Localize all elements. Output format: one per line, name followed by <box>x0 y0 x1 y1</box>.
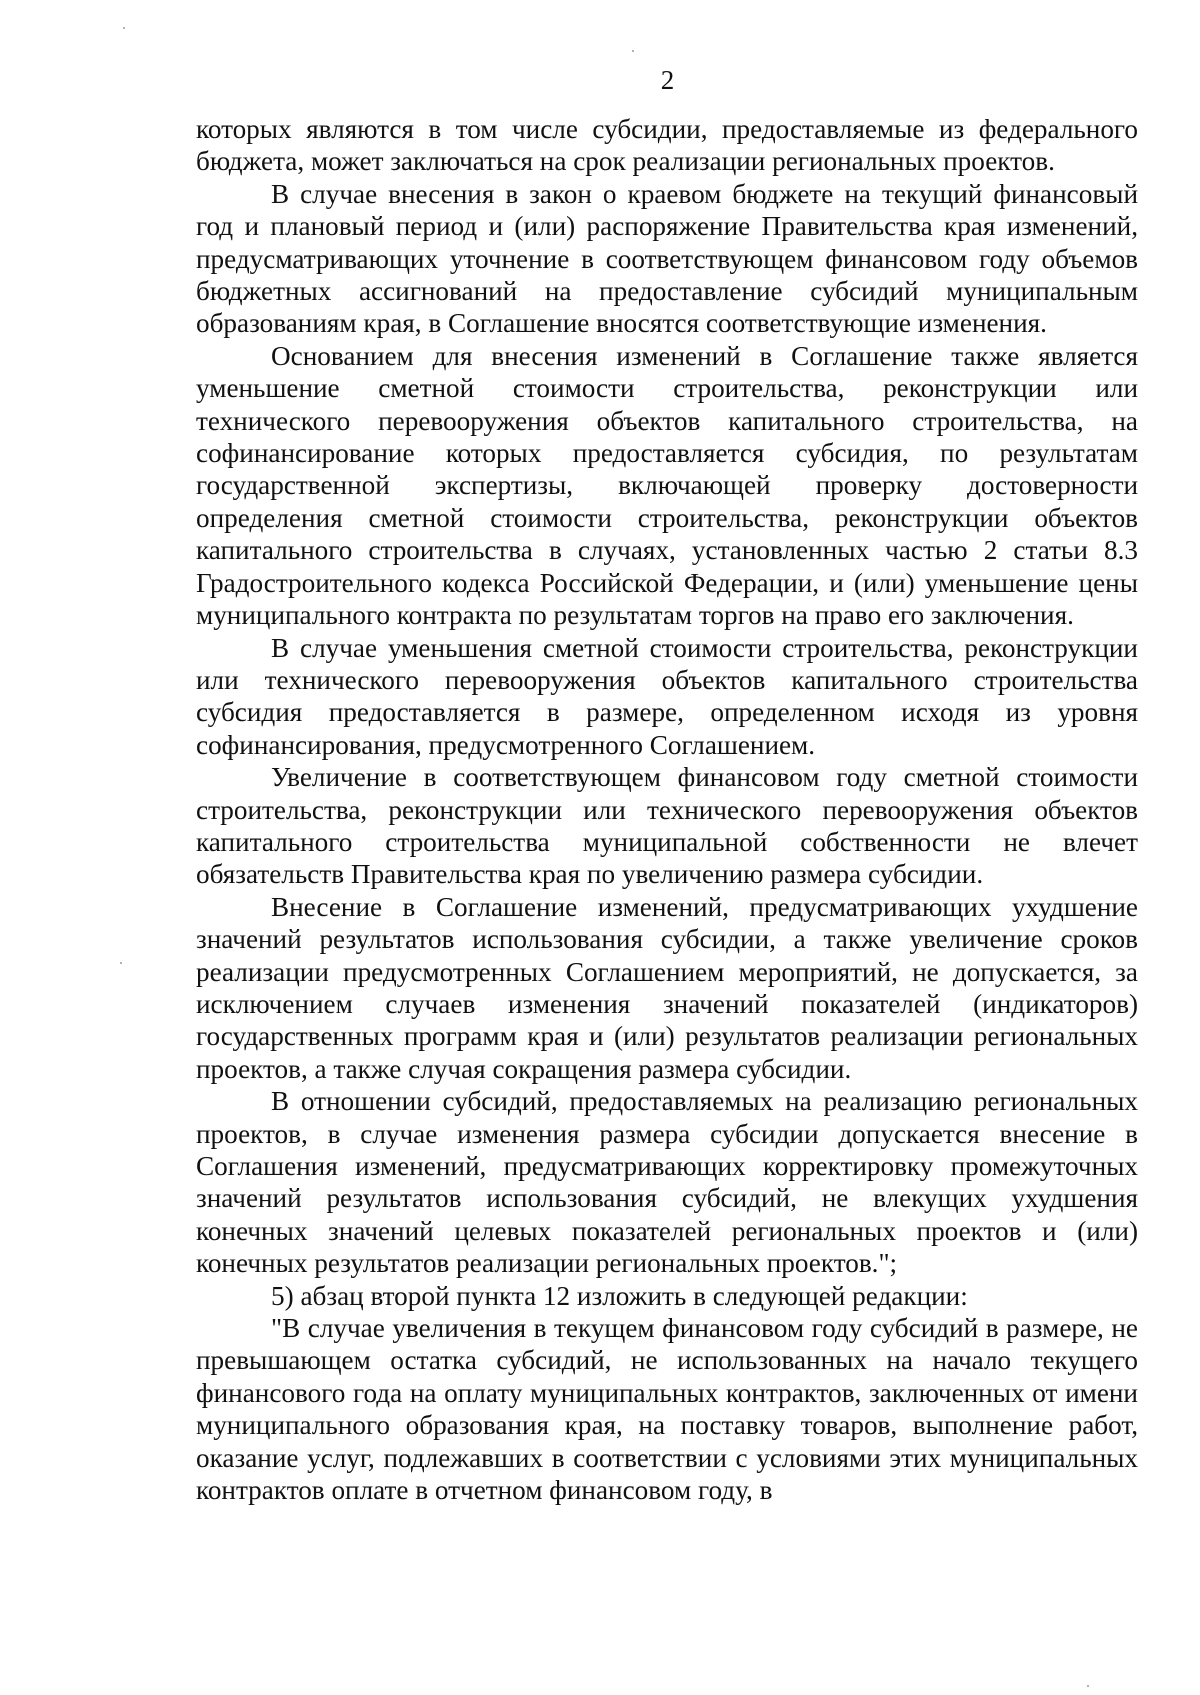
scan-speck <box>1087 1685 1089 1687</box>
paragraph-item-5: 5) абзац второй пункта 12 изложить в следующей редакции: <box>271 1280 968 1311</box>
paragraph-continuation: которых являются в том числе субсидии, предоставляемые из федерального бюджета, может заключаться на срок реализации региональных проектов. <box>196 114 1138 177</box>
paragraph-budget-law-changes: В случае внесения в закон о краевом бюджете на текущий финансовый год и плановый период и (или) распоряжение Правительства края изменений, предусматривающих уточнение в соответствующем финансовом году объемов бюджетных ассигнований на предоставление субсидий муниципальным образованиям края, в Соглашение вносятся соответствующие изменения. <box>196 178 1138 339</box>
page-number: 2 <box>660 65 675 95</box>
paragraph-cost-increase: Увеличение в соответствующем финансовом году сметной стоимости строительства, реконструкции или технического перевооружения объектов капитального строительства муниципальной собственности не влечет обязательств Правительства края по увеличению размера субсидии. <box>196 762 1138 890</box>
paragraph-quoted-amendment: "В случае увеличения в текущем финансовом году субсидий в размере, не превышающем остатка субсидий, не использованных на начало текущего финансового года на оплату муниципальных контрактов, заключенных от имени муниципального образования края, на поставку товаров, выполнение работ, оказание услуг, подлежавших в соответствии с условиями этих муниципальных контрактов оплате в отчетном финансовом году, в <box>196 1313 1138 1506</box>
scan-speck <box>123 27 125 29</box>
paragraph-cost-reduction: В случае уменьшения сметной стоимости строительства, реконструкции или технического перевооружения объектов капитального строительства субсидия предоставляется в размере, определенном исходя из уровня софинансирования, предусмотренного Соглашением. <box>196 632 1138 760</box>
paragraph-regional-projects: В отношении субсидий, предоставляемых на реализацию региональных проектов, в случае изменения размера субсидии допускается внесение в Соглашения изменений, предусматривающих корректировку промежуточных значений результатов использования субсидий, не влекущих ухудшения конечных значений целевых показателей региональных проектов и (или) конечных результатов реализации региональных проектов."; <box>196 1086 1138 1279</box>
paragraph-deterioration-prohibited: Внесение в Соглашение изменений, предусматривающих ухудшение значений результатов использования субсидии, а также увеличение сроков реализации предусмотренных Соглашением мероприятий, не допускается, за исключением случаев изменения значений показателей (индикаторов) государственных программ края и (или) результатов реализации региональных проектов, а также случая сокращения размера субсидии. <box>196 891 1138 1084</box>
scan-speck <box>632 50 634 52</box>
scan-speck <box>120 962 122 964</box>
document-body <box>196 113 1138 1506</box>
paragraph-grounds-for-changes: Основанием для внесения изменений в Соглашение также является уменьшение сметной стоимости строительства, реконструкции или технического перевооружения объектов капитального строительства, на софинансирование которых предоставляется субсидия, по результатам государственной экспертизы, включающей проверку достоверности определения сметной стоимости строительства, реконструкции объектов капитального строительства в случаях, установленных частью 2 статьи 8.3 Градостроительного кодекса Российской Федерации, и (или) уменьшение цены муниципального контракта по результатам торгов на право его заключения. <box>196 340 1138 631</box>
